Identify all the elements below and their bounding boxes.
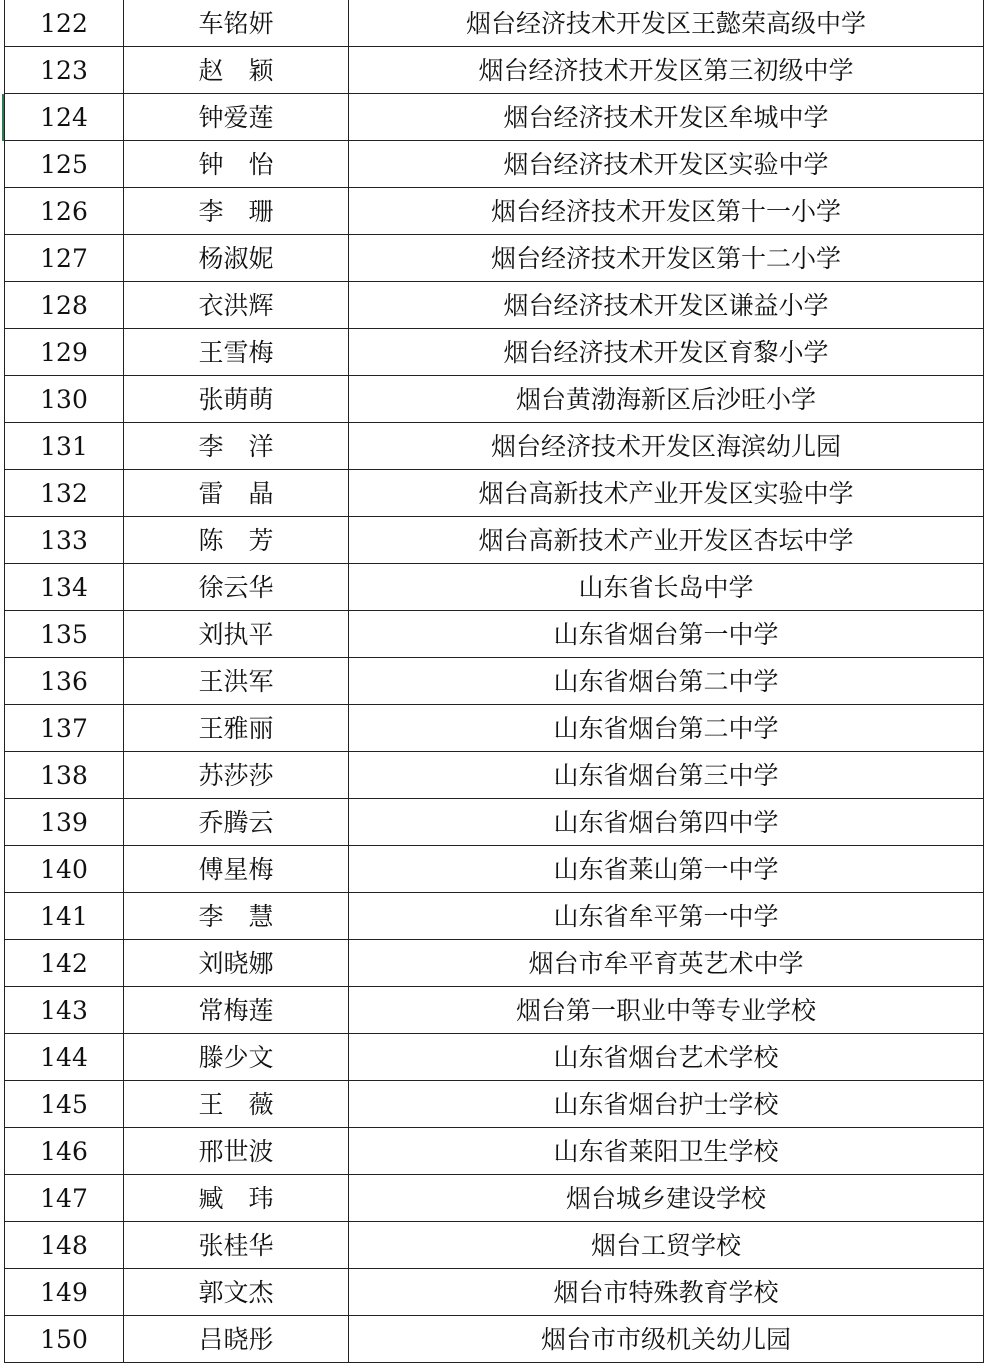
table-row — [5, 846, 984, 893]
person-name-cell[interactable]: 常梅莲 — [124, 987, 349, 1034]
table-row — [5, 940, 984, 987]
person-name-cell[interactable]: 滕少文 — [124, 1034, 349, 1081]
table-row — [5, 1269, 984, 1316]
school-name-cell[interactable]: 烟台经济技术开发区实验中学 — [349, 141, 984, 188]
table-row — [5, 517, 984, 564]
school-name-cell[interactable]: 山东省烟台第一中学 — [349, 611, 984, 658]
row-number-cell[interactable]: 145 — [5, 1081, 124, 1128]
table-row — [5, 235, 984, 282]
roster-table — [4, 0, 984, 1363]
school-name-cell[interactable]: 烟台市特殊教育学校 — [349, 1269, 984, 1316]
table-row — [5, 658, 984, 705]
person-name-cell[interactable]: 李 珊 — [124, 188, 349, 235]
school-name-cell[interactable]: 山东省烟台第二中学 — [349, 658, 984, 705]
table-row — [5, 47, 984, 94]
person-name-cell[interactable]: 车铭妍 — [124, 0, 349, 47]
school-name-cell[interactable]: 山东省烟台第四中学 — [349, 799, 984, 846]
table-row — [5, 282, 984, 329]
school-name-cell[interactable]: 山东省烟台护士学校 — [349, 1081, 984, 1128]
person-name-cell[interactable]: 杨淑妮 — [124, 235, 349, 282]
school-name-cell[interactable]: 烟台经济技术开发区王懿荣高级中学 — [349, 0, 984, 47]
school-name-cell[interactable]: 山东省烟台第三中学 — [349, 752, 984, 799]
person-name-cell[interactable]: 刘执平 — [124, 611, 349, 658]
row-number-cell[interactable]: 143 — [5, 987, 124, 1034]
school-name-cell[interactable]: 烟台经济技术开发区第十二小学 — [349, 235, 984, 282]
row-number-cell[interactable]: 139 — [5, 799, 124, 846]
table-row — [5, 799, 984, 846]
school-name-cell[interactable]: 烟台市牟平育英艺术中学 — [349, 940, 984, 987]
table-row — [5, 376, 984, 423]
person-name-cell[interactable]: 张桂华 — [124, 1222, 349, 1269]
row-number-cell[interactable]: 138 — [5, 752, 124, 799]
row-number-cell[interactable]: 125 — [5, 141, 124, 188]
person-name-cell[interactable]: 乔腾云 — [124, 799, 349, 846]
table-row — [5, 1128, 984, 1175]
row-number-cell[interactable]: 150 — [5, 1316, 124, 1363]
school-name-cell[interactable]: 山东省莱阳卫生学校 — [349, 1128, 984, 1175]
selection-marker — [2, 94, 4, 141]
person-name-cell[interactable]: 陈 芳 — [124, 517, 349, 564]
row-number-cell[interactable]: 129 — [5, 329, 124, 376]
school-name-cell[interactable]: 烟台经济技术开发区第十一小学 — [349, 188, 984, 235]
row-number-cell[interactable]: 124 — [5, 94, 124, 141]
school-name-cell[interactable]: 烟台第一职业中等专业学校 — [349, 987, 984, 1034]
table-row — [5, 94, 984, 141]
row-number-cell[interactable]: 140 — [5, 846, 124, 893]
school-name-cell[interactable]: 烟台高新技术产业开发区杏坛中学 — [349, 517, 984, 564]
table-row — [5, 1316, 984, 1363]
roster-body — [5, 0, 984, 1363]
person-name-cell[interactable]: 王洪军 — [124, 658, 349, 705]
row-number-cell[interactable]: 127 — [5, 235, 124, 282]
row-number-cell[interactable]: 141 — [5, 893, 124, 940]
person-name-cell[interactable]: 王 薇 — [124, 1081, 349, 1128]
school-name-cell[interactable]: 烟台经济技术开发区牟城中学 — [349, 94, 984, 141]
school-name-cell[interactable]: 烟台经济技术开发区育黎小学 — [349, 329, 984, 376]
school-name-cell[interactable]: 山东省烟台艺术学校 — [349, 1034, 984, 1081]
school-name-cell[interactable]: 烟台城乡建设学校 — [349, 1175, 984, 1222]
person-name-cell[interactable]: 李 慧 — [124, 893, 349, 940]
row-number-cell[interactable]: 144 — [5, 1034, 124, 1081]
row-number-cell[interactable]: 130 — [5, 376, 124, 423]
person-name-cell[interactable]: 李 洋 — [124, 423, 349, 470]
row-number-cell[interactable]: 146 — [5, 1128, 124, 1175]
school-name-cell[interactable]: 烟台经济技术开发区第三初级中学 — [349, 47, 984, 94]
person-name-cell[interactable]: 徐云华 — [124, 564, 349, 611]
school-name-cell[interactable]: 烟台市市级机关幼儿园 — [349, 1316, 984, 1363]
school-name-cell[interactable]: 山东省牟平第一中学 — [349, 893, 984, 940]
table-row — [5, 1081, 984, 1128]
person-name-cell[interactable]: 雷 晶 — [124, 470, 349, 517]
person-name-cell[interactable]: 王雪梅 — [124, 329, 349, 376]
school-name-cell[interactable]: 烟台经济技术开发区谦益小学 — [349, 282, 984, 329]
person-name-cell[interactable]: 臧 玮 — [124, 1175, 349, 1222]
person-name-cell[interactable]: 钟 怡 — [124, 141, 349, 188]
school-name-cell[interactable]: 烟台经济技术开发区海滨幼儿园 — [349, 423, 984, 470]
school-name-cell[interactable]: 山东省长岛中学 — [349, 564, 984, 611]
roster-sheet — [4, 0, 983, 1363]
school-name-cell[interactable]: 烟台工贸学校 — [349, 1222, 984, 1269]
school-name-cell[interactable]: 山东省莱山第一中学 — [349, 846, 984, 893]
person-name-cell[interactable]: 王雅丽 — [124, 705, 349, 752]
person-name-cell[interactable]: 吕晓彤 — [124, 1316, 349, 1363]
table-row — [5, 752, 984, 799]
table-row — [5, 611, 984, 658]
row-number-cell[interactable]: 123 — [5, 47, 124, 94]
person-name-cell[interactable]: 郭文杰 — [124, 1269, 349, 1316]
row-number-cell[interactable]: 137 — [5, 705, 124, 752]
table-row — [5, 470, 984, 517]
row-number-cell[interactable]: 149 — [5, 1269, 124, 1316]
table-row — [5, 188, 984, 235]
row-number-cell[interactable]: 142 — [5, 940, 124, 987]
person-name-cell[interactable]: 钟爱莲 — [124, 94, 349, 141]
table-row — [5, 329, 984, 376]
person-name-cell[interactable]: 傅星梅 — [124, 846, 349, 893]
table-row — [5, 1222, 984, 1269]
row-number-cell[interactable]: 128 — [5, 282, 124, 329]
table-row — [5, 987, 984, 1034]
person-name-cell[interactable]: 衣洪辉 — [124, 282, 349, 329]
row-number-cell[interactable]: 133 — [5, 517, 124, 564]
table-row — [5, 1034, 984, 1081]
table-row — [5, 141, 984, 188]
row-number-cell[interactable]: 136 — [5, 658, 124, 705]
table-row — [5, 1175, 984, 1222]
row-number-cell[interactable]: 132 — [5, 470, 124, 517]
table-row — [5, 0, 984, 47]
table-row — [5, 705, 984, 752]
table-row — [5, 423, 984, 470]
row-number-cell[interactable]: 131 — [5, 423, 124, 470]
table-row — [5, 893, 984, 940]
school-name-cell[interactable]: 山东省烟台第二中学 — [349, 705, 984, 752]
row-number-cell[interactable]: 147 — [5, 1175, 124, 1222]
row-number-cell[interactable]: 148 — [5, 1222, 124, 1269]
table-row — [5, 564, 984, 611]
person-name-cell[interactable]: 苏莎莎 — [124, 752, 349, 799]
person-name-cell[interactable]: 邢世波 — [124, 1128, 349, 1175]
row-number-cell[interactable]: 134 — [5, 564, 124, 611]
person-name-cell[interactable]: 刘晓娜 — [124, 940, 349, 987]
person-name-cell[interactable]: 赵 颖 — [124, 47, 349, 94]
row-number-cell[interactable]: 135 — [5, 611, 124, 658]
person-name-cell[interactable]: 张萌萌 — [124, 376, 349, 423]
school-name-cell[interactable]: 烟台黄渤海新区后沙旺小学 — [349, 376, 984, 423]
school-name-cell[interactable]: 烟台高新技术产业开发区实验中学 — [349, 470, 984, 517]
row-number-cell[interactable]: 122 — [5, 0, 124, 47]
row-number-cell[interactable]: 126 — [5, 188, 124, 235]
